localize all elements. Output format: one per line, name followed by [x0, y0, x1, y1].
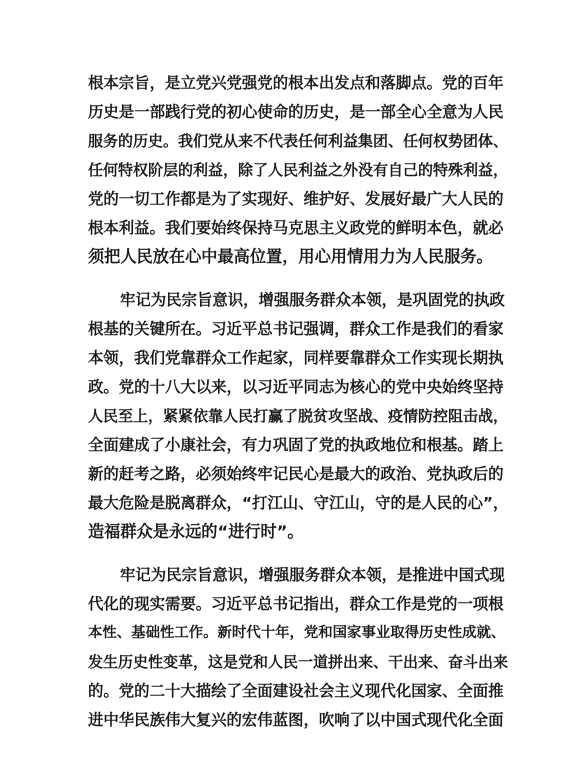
paragraph-2-line-9: 造福群众是永远的“进行时”。	[88, 522, 304, 541]
paragraph-2-line-7: 新的赶考之路，必须始终牢记民心是最大的政治、党执政后的	[88, 465, 504, 483]
paragraph-1-line-2: 历史是一部践行党的初心使命的历史，是一部全心全意为人民	[88, 103, 504, 121]
paragraph-1-line-1: 根本宗旨，是立党兴党强党的根本出发点和落脚点。党的百年	[88, 74, 504, 92]
paragraph-2-line-6: 全面建成了小康社会，有力巩固了党的执政地位和根基。踏上	[88, 436, 504, 454]
paragraph-2-line-2: 根基的关键所在。习近平总书记强调，群众工作是我们的看家	[88, 320, 504, 338]
paragraph-1-line-6: 根本利益。我们要始终保持马克思主义政党的鲜明本色，就必	[88, 219, 504, 237]
paragraph-3-line-6: 进中华民族伟大复兴的宏伟蓝图，吹响了以中国式现代化全面	[88, 711, 504, 729]
paragraph-2-line-3: 本领，我们党靠群众工作起家，同样要靠群众工作实现长期执	[88, 349, 504, 367]
paragraph-1-line-7: 须把人民放在心中最高位置，用心用情用力为人民服务。	[88, 247, 493, 266]
paragraph-3-line-3: 本性、基础性工作。新时代十年，党和国家事业取得历史性成就、	[88, 625, 506, 641]
paragraph-3-line-5: 的。党的二十大描绘了全面建设社会主义现代化国家、全面推	[88, 682, 504, 700]
paragraph-2-line-1: 牢记为民宗旨意识，增强服务群众本领，是巩固党的执政	[120, 291, 505, 309]
paragraph-2-line-8: 最大危险是脱离群众，“打江山、守江山，守的是人民的心”，	[88, 494, 509, 512]
paragraph-1-line-4: 任何特权阶层的利益，除了人民利益之外没有自己的特殊利益，	[88, 161, 509, 179]
paragraph-3-line-2: 代化的现实需要。习近平总书记指出，群众工作是党的一项根	[88, 595, 504, 613]
paragraph-1-line-5: 党的一切工作都是为了实现好、维护好、发展好最广大人民的	[88, 190, 504, 208]
paragraph-2-line-5: 人民至上，紧紧依靠人民打赢了脱贫攻坚战、疫情防控阻击战，	[88, 407, 509, 425]
paragraph-3-line-1: 牢记为民宗旨意识，增强服务群众本领，是推进中国式现	[120, 566, 505, 584]
paragraph-2-line-4: 政。党的十八大以来，以习近平同志为核心的党中央始终坚持	[88, 378, 504, 396]
paragraph-3-line-4: 发生历史性变革，这是党和人民一道拼出来、干出来、奋斗出来	[88, 653, 509, 671]
paragraph-1-line-3: 服务的历史。我们党从来不代表任何利益集团、任何权势团体、	[88, 132, 509, 150]
